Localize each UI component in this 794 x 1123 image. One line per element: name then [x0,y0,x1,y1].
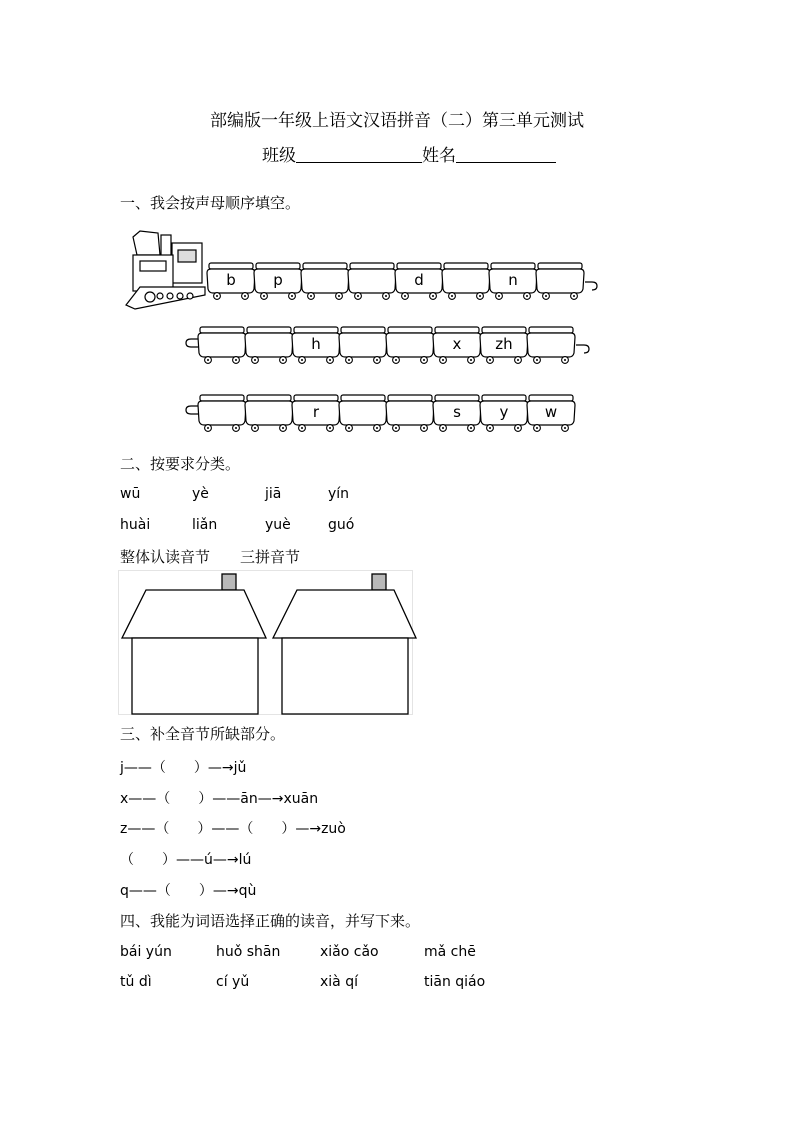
locomotive-icon [126,231,205,309]
train-car[interactable] [245,395,293,431]
syllable: guó [328,517,355,533]
coupler-hook-icon [186,406,198,414]
train-car [292,327,340,363]
syllable: huài [120,517,151,533]
class-label: 班级 [262,146,296,166]
train-car[interactable] [527,327,575,363]
train-row-3 [186,395,575,431]
car-letter: h [311,335,321,353]
train-car[interactable] [536,263,584,299]
train-car [480,327,528,363]
train-row-2 [186,327,589,363]
car-letter: zh [495,335,513,353]
car-letter: r [312,403,320,421]
fill-line[interactable]: （ ）——ú—→lú [120,852,252,868]
train-car[interactable] [442,263,490,299]
train-car [433,395,481,431]
section4-heading: 四、我能为词语选择正确的读音，并写下来。 [120,912,421,930]
coupler-hook-icon [186,339,198,347]
sorting-houses [118,570,428,720]
class-blank[interactable] [296,146,422,163]
train-car [527,395,575,431]
car-letter: x [452,335,462,353]
section2-heading: 二、按要求分类。 [120,455,241,473]
train-car [395,263,443,299]
syllable: yín [328,486,350,502]
train-car[interactable] [339,327,387,363]
house1-label: 整体认读音节 [120,548,211,566]
house-icon[interactable] [122,574,266,714]
word-pinyin: huǒ shān [216,944,281,960]
syllable: wū [120,486,141,502]
class-name-line [262,141,556,166]
car-letter: y [499,403,509,421]
fill-line[interactable]: j——（ ）—→jǔ [120,760,247,776]
train-car [254,263,302,299]
syllable: yè [192,486,209,502]
train-car[interactable] [301,263,349,299]
section1-heading: 一、我会按声母顺序填空。 [120,194,301,212]
car-letter: n [508,271,518,289]
house-icon[interactable] [273,574,416,714]
word-pinyin: tǔ dì [120,974,152,990]
train-car[interactable] [198,327,246,363]
car-letter: d [414,271,424,289]
car-letter: s [453,403,461,421]
fill-line[interactable]: x——（ ）——ān—→xuān [120,791,319,807]
train-car[interactable] [348,263,396,299]
section3-heading: 三、补全音节所缺部分。 [120,725,286,743]
fill-line[interactable]: q——（ ）—→qù [120,883,257,899]
name-label: 姓名 [422,146,456,166]
car-letter: p [273,271,283,289]
train-car [207,263,255,299]
word-pinyin: bái yún [120,944,172,960]
name-blank[interactable] [456,146,556,163]
train-car[interactable] [198,395,246,431]
coupler-hook-icon [576,345,589,353]
syllable: yuè [265,517,291,533]
syllable: liǎn [192,517,218,533]
train-car[interactable] [245,327,293,363]
word-pinyin: tiān qiáo [424,974,486,990]
syllable: jiā [265,486,282,502]
train-car [489,263,537,299]
coupler-hook-icon [585,282,597,290]
train-car [292,395,340,431]
train-car[interactable] [386,327,434,363]
word-pinyin: xiǎo cǎo [320,944,379,960]
house2-label: 三拼音节 [240,548,301,566]
train-car[interactable] [339,395,387,431]
car-letter: w [544,403,558,421]
word-pinyin: cí yǔ [216,974,250,990]
page-title: 部编版一年级上语文汉语拼音（二）第三单元测试 [210,111,584,131]
train-car[interactable] [386,395,434,431]
fill-line[interactable]: z——（ ）——（ ）—→zuò [120,821,346,837]
train-car [433,327,481,363]
train-row-1 [207,263,597,299]
train-car [480,395,528,431]
word-pinyin: mǎ chē [424,944,476,960]
train-illustration [0,225,794,440]
car-letter: b [226,271,236,289]
word-pinyin: xià qí [320,974,358,990]
